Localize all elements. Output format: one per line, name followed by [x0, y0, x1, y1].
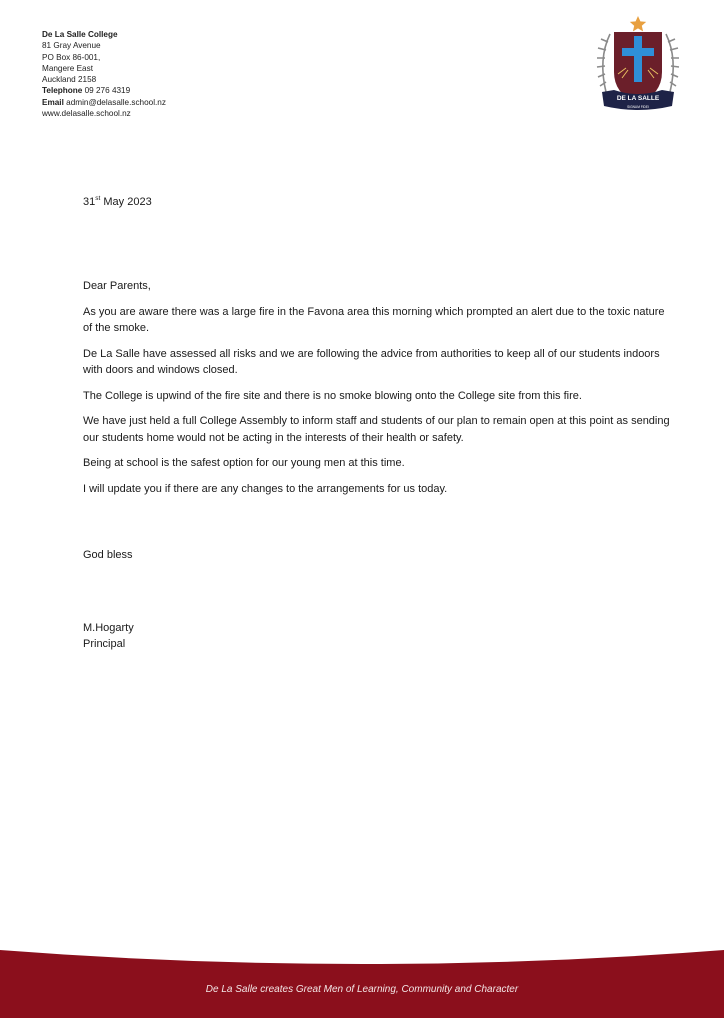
- paragraph: Being at school is the safest option for our young men at this time.: [83, 457, 405, 469]
- address-line: PO Box 86-001,: [42, 52, 101, 62]
- fern-left-icon: [597, 34, 610, 92]
- signatory-name: M.Hogarty: [83, 622, 134, 634]
- paragraph: I will update you if there are any changes to the arrangements for us today.: [83, 482, 448, 495]
- footer-tagline: De La Salle creates Great Men of Learning, Community and Character: [205, 984, 519, 995]
- letterhead-address: [42, 29, 166, 119]
- college-name: De La Salle College: [42, 30, 118, 39]
- date-month-year: May 2023: [103, 196, 152, 208]
- salutation: Dear Parents,: [83, 280, 151, 292]
- footer-band: [0, 940, 724, 1024]
- paragraph: De La Salle have assessed all risks and we are following the advice from authorities to keep all of our students indoors with doors and windows closed.: [83, 347, 660, 376]
- paragraph: As you are aware there was a large fire in the Favona area this morning which prompted an alert due to the toxic nature of the smoke.: [83, 305, 665, 334]
- email-label: Email: [42, 97, 64, 107]
- letter-date: [83, 196, 152, 208]
- telephone-line: [42, 85, 166, 96]
- signature-block: [83, 620, 134, 652]
- address-line: Mangere East: [42, 63, 93, 73]
- paragraph: The College is upwind of the fire site and there is no smoke blowing onto the College site from this fire.: [83, 389, 582, 402]
- date-day: 31: [83, 196, 96, 208]
- fern-right-icon: [666, 34, 679, 92]
- closing: God bless: [83, 549, 133, 561]
- letter-body: [83, 278, 673, 506]
- website-link[interactable]: www.delasalle.school.nz: [42, 109, 131, 119]
- svg-text:SIGNUM FIDEI: SIGNUM FIDEI: [627, 105, 649, 109]
- address-line: 81 Gray Avenue: [42, 41, 101, 51]
- paragraph: We have just held a full College Assembly to inform staff and students of our plan to remain open at this point as sending our students home would not be acting in the interests of their health or safety.: [83, 415, 670, 444]
- date-suffix: st: [95, 195, 101, 202]
- email-line: [42, 97, 166, 108]
- signatory-title: Principal: [83, 638, 126, 650]
- email-address[interactable]: admin@delasalle.school.nz: [66, 97, 166, 107]
- telephone-label: Telephone: [42, 86, 83, 96]
- address-line: Auckland 2158: [42, 75, 97, 85]
- telephone-number: 09 276 4319: [84, 86, 131, 96]
- svg-text:DE LA SALLE: DE LA SALLE: [616, 95, 660, 102]
- star-icon: [630, 16, 646, 31]
- college-crest-logo: [592, 14, 684, 124]
